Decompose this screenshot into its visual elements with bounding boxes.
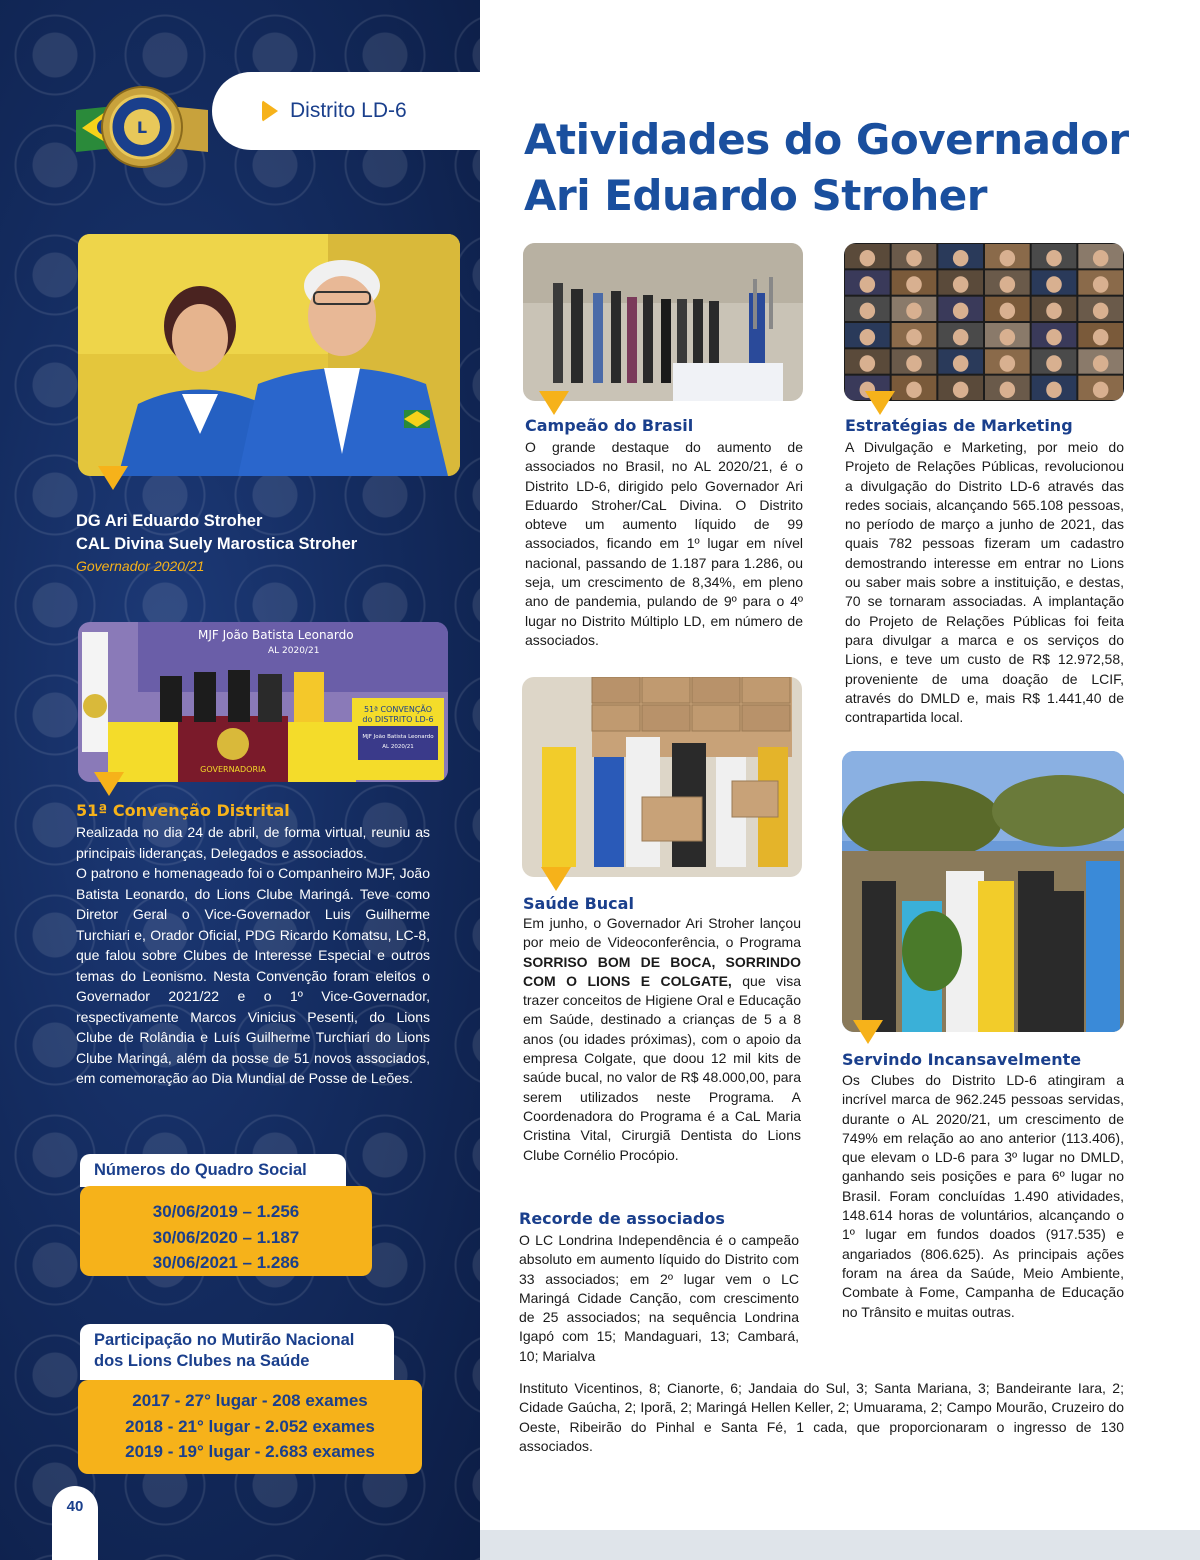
photo-banner-bottom: GOVERNADORIA xyxy=(200,765,266,774)
governor-role: Governador 2020/21 xyxy=(76,558,205,574)
saude-text xyxy=(523,914,801,1165)
play-triangle-icon xyxy=(262,100,278,122)
saude-bucal-photo xyxy=(522,677,802,877)
svg-text:L: L xyxy=(136,118,148,137)
convention-text xyxy=(76,822,430,1089)
convention-heading: 51ª Convenção Distrital xyxy=(76,801,290,820)
membership-box xyxy=(80,1186,372,1276)
mutirao-row: 2017 - 27° lugar - 208 exames xyxy=(132,1391,368,1410)
recorde-text: O LC Londrina Independência é o campeão absoluto em aumento líquido do Distrito com 33 associados; em 2º lugar vem o LC Maringá Cidade Canção, com crescimento de 25 associados; na sequência Londrina Igapó com 15; Mandaguari, 13; Cambará, 10; Marialva xyxy=(519,1232,799,1364)
photo-sign-line1: 51ª CONVENÇÃO xyxy=(363,705,433,714)
mutirao-row: 2018 - 21° lugar - 2.052 exames xyxy=(125,1416,375,1436)
mutirao-label-line2: dos Lions Clubes na Saúde xyxy=(94,1352,310,1370)
saude-program-name: SORRISO BOM DE BOCA, SORRINDO COM O LIONS E COLGATE, xyxy=(523,953,801,989)
membership-row: 30/06/2021 – 1.286 xyxy=(152,1253,300,1272)
governor-name-line1: DG Ari Eduardo Stroher xyxy=(76,512,263,530)
page-title-line2: Ari Eduardo Stroher xyxy=(524,171,987,220)
photo-banner-line1: MJF João Batista Leonardo xyxy=(198,628,354,642)
saude-text-part2: que visa trazer conceitos de Higiene Oral e Educação em Saúde, destinado a crianças de 5 a 8 anos (ou idades próximas), com o apoio da empresa Colgate, que doou 12 mil kits de saúde bucal, no valor de R$ 48.000,00, para serem utilizados neste Programa. A Coordenadora do Programa é a CaL Maria Cristina Vital, Cirurgiã Dentista do Lions Clube Cornélio Procópio. xyxy=(523,972,801,1163)
photo-sign-line4: AL 2020/21 xyxy=(382,744,414,750)
photo-pin-icon xyxy=(539,391,569,415)
photo-pin-icon xyxy=(541,867,571,891)
mutirao-box xyxy=(78,1380,422,1474)
membership-row: 30/06/2019 – 1.256 xyxy=(152,1202,300,1221)
photo-pin-icon xyxy=(94,772,124,796)
membership-row: 30/06/2020 – 1.187 xyxy=(152,1227,300,1247)
campeao-heading: Campeão do Brasil xyxy=(525,416,694,435)
recorde-text-continued: Instituto Vicentinos, 8; Cianorte, 6; Jandaia do Sul, 3; Santa Mariana, 3; Bandeirante Iara, 2; Cidade Gaúcha, 2; Iporã, 2; Maringá Hellen Keller, 2; Umuarama, 2; Campo Mourão, Cruzeiro do Oeste, Ribeirão do Pinhal e Santa Fé, 1 cada, que proporcionaram o ingresso de 130 associados. xyxy=(519,1380,1124,1454)
photo-banner-line2: AL 2020/21 xyxy=(268,646,320,656)
marketing-videocall-photo xyxy=(844,243,1124,401)
servindo-photo xyxy=(842,751,1124,1032)
campeao-text: O grande destaque do aumento de associados no Brasil, no AL 2020/21, é o Distrito LD-6, dirigido pelo Governador Ari Eduardo Stroher/CaL Divina. O Distrito obteve um aumento líquido de 99 associados, ficando em 1º lugar em nível nacional, passando de 1.187 para 1.286, ou seja, um crescimento de 8,34%, em pleno ano de pandemia, pulando de 9º para o 4º lugar no Distrito Múltiplo LD, em número de associados. xyxy=(525,439,803,648)
recorde-heading: Recorde de associados xyxy=(519,1209,725,1228)
saude-heading: Saúde Bucal xyxy=(523,894,634,913)
governor-emblem-logo xyxy=(74,84,210,170)
district-label: Distrito LD-6 xyxy=(290,99,407,122)
photo-pin-icon xyxy=(865,391,895,415)
photo-sign-line2: do DISTRITO LD-6 xyxy=(362,715,434,724)
district-tag xyxy=(212,72,480,150)
page-title xyxy=(524,112,1129,224)
saude-text-part1: Em junho, o Governador Ari Stroher lançou por meio de Videoconferência, o Programa xyxy=(523,915,801,951)
membership-box-label: Números do Quadro Social xyxy=(80,1154,346,1187)
photo-pin-icon xyxy=(98,466,128,490)
convention-photo xyxy=(78,622,448,782)
page-title-line1: Atividades do Governador xyxy=(524,115,1129,164)
convention-paragraph-2: O patrono e homenageado foi o Companheiro MJF, João Batista Leonardo, do Lions Clube Maringá. Teve como Diretor Geral o Vice-Governador Luis Guilherme Turchiari e, Orador Oficial, PDG Ricardo Komatsu, LC-8, que falou sobre Clubes de Interesse Especial e outros temas do Leonismo. Nesta Convenção foram eleitos o Governador 2021/22 e o 1º Vice-Governador, respectivamente Marcos Vinicius Pesenti, do Lions Clube de Rolândia e Luís Guilherme Turchiari do Lions Clube Maringá, além da posse de 51 novos associados, em comemoração ao Dia Mundial de Posse de Leões. xyxy=(76,865,430,1086)
photo-pin-icon xyxy=(853,1020,883,1044)
mutirao-row: 2019 - 19° lugar - 2.683 exames xyxy=(125,1442,375,1461)
marketing-text: A Divulgação e Marketing, por meio do Projeto de Relações Públicas, revolucionou a divulgação do Distrito LD-6 através das redes sociais, alcançando 565.108 pessoas, no período de março a junho de 2021, das quais 782 pessoas fizeram um cadastro demostrando interesse em entrar no Lions ou saber mais sobre a instituição, e destas, 70 se tornaram associadas. A implantação do Projeto de Relações Públicas foi feita para divulgar a marca e os serviços do Lions, e teve um custo de R$ 12.972,58, proveniente de uma doação de LCIF, através do DMLD e, mais R$ 1.441,40 de contrapartida local. xyxy=(845,439,1124,726)
marketing-heading: Estratégias de Marketing xyxy=(845,416,1073,435)
mutirao-label-line1: Participação no Mutirão Nacional xyxy=(94,1331,355,1349)
governor-name-line2: CAL Divina Suely Marostica Stroher xyxy=(76,535,358,553)
convention-paragraph-1: Realizada no dia 24 de abril, de forma virtual, reuniu as principais lideranças, Delegados e associados. xyxy=(76,824,430,861)
mutirao-box-label xyxy=(80,1324,394,1380)
photo-sign-line3: MJF João Batista Leonardo xyxy=(362,734,434,740)
page-number: 40 xyxy=(52,1486,98,1560)
servindo-text: Os Clubes do Distrito LD-6 atingiram a incrível marca de 962.245 pessoas servidas, durante o AL 2020/21, um crescimento de 749% em relação ao ano anterior (113.406), que elevam o LD-6 para 3º lugar no DMLD, ganhando seis posições e para 6º lugar no Brasil. Foram concluídas 1.490 atividades, 148.614 horas de voluntários, alcançando o 1º lugar em fundos doados (917.535) e angariados (806.625). As principais ações foram na área da Saúde, Meio Ambiente, Combate à Fome, Campanha de Educação no Trânsito e muitas outras. xyxy=(842,1072,1124,1320)
governor-couple-photo xyxy=(78,234,460,476)
campeao-photo xyxy=(523,243,803,401)
footer-strip xyxy=(480,1530,1200,1560)
servindo-heading: Servindo Incansavelmente xyxy=(842,1050,1082,1069)
